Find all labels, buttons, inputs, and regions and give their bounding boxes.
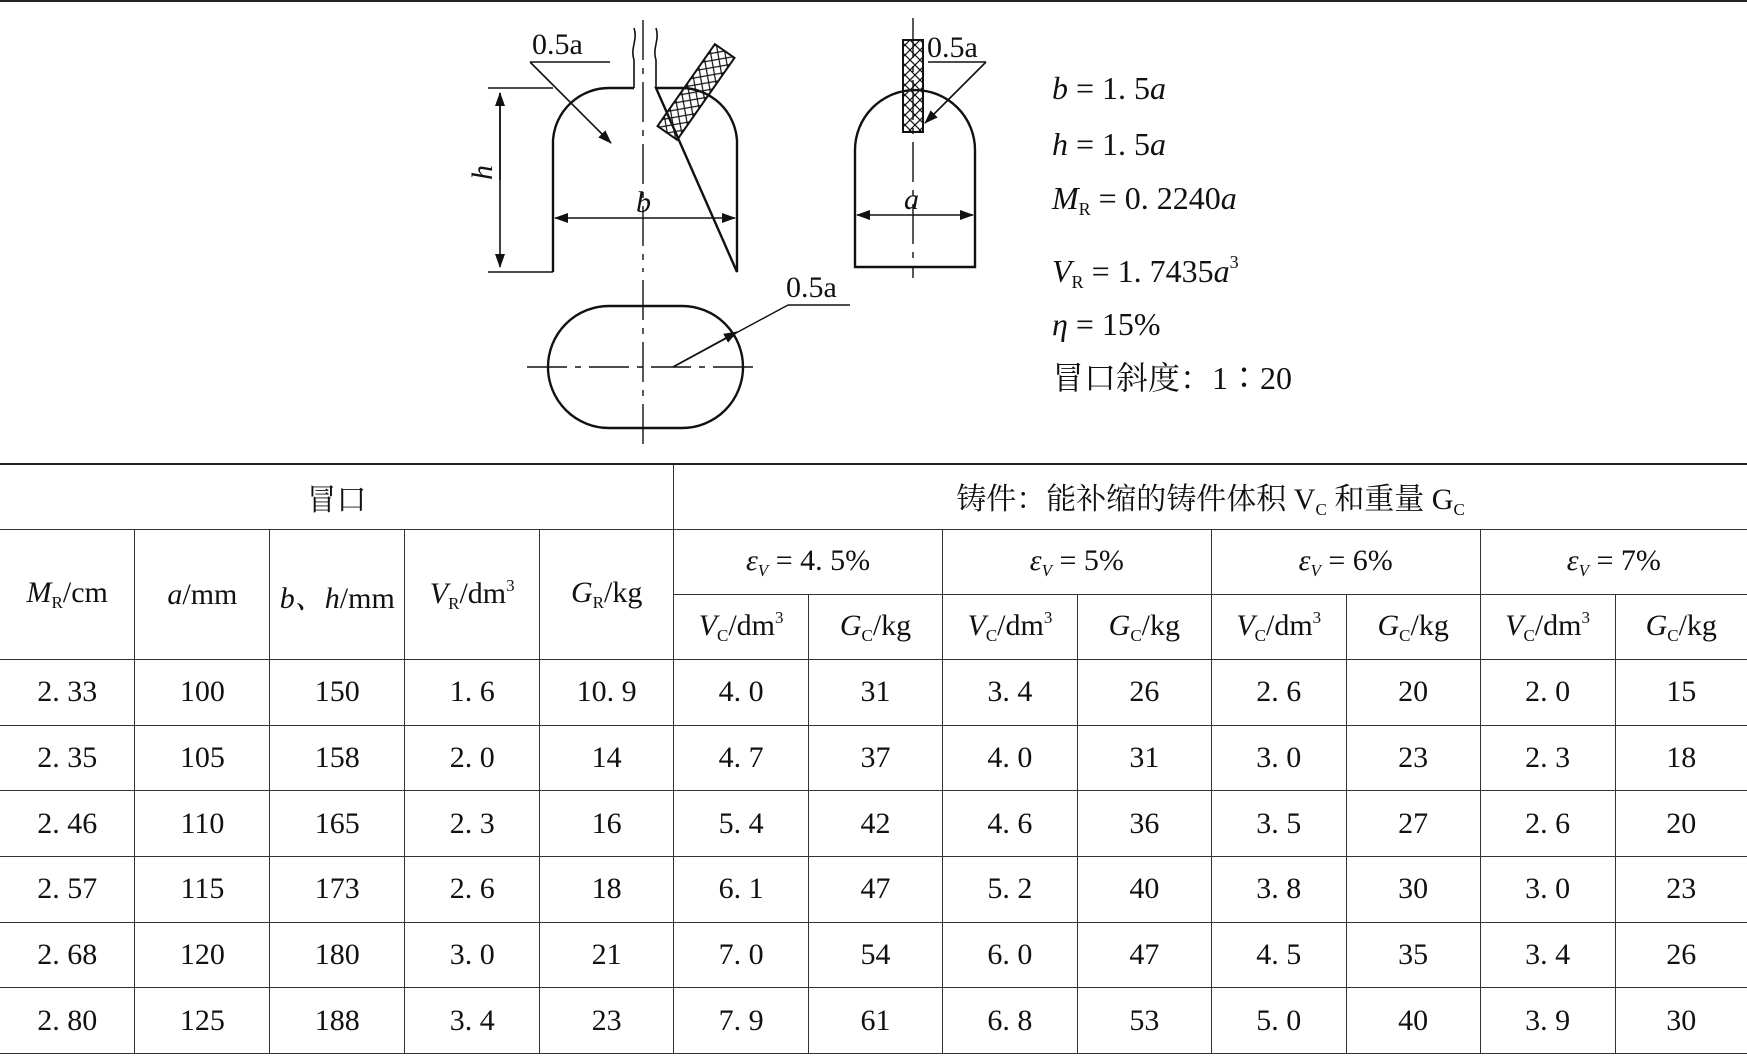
col-mr: $M_R/cm$ — [0, 530, 135, 660]
table-cell: 40 — [1077, 857, 1211, 923]
riser-table — [0, 463, 1747, 1063]
eps-group-1: $\varepsilon_V = 4$. 5% — [674, 530, 943, 595]
table-cell: 3. 4 — [1480, 922, 1615, 988]
label-b: b — [636, 186, 651, 219]
table-cell: 18 — [540, 857, 674, 923]
table-cell: 2. 33 — [0, 660, 135, 726]
table-cell: 54 — [809, 922, 943, 988]
table-cell: 4. 5 — [1211, 922, 1346, 988]
table-cell: 2. 6 — [405, 857, 540, 923]
table-cell: 2. 6 — [1211, 660, 1346, 726]
table-cell: 2. 80 — [0, 988, 135, 1054]
table-cell: 47 — [1077, 922, 1211, 988]
table-cell: 173 — [270, 857, 405, 923]
label-h: h — [466, 165, 499, 180]
eps-group-4: $\varepsilon_V = 7\%$ — [1480, 530, 1747, 595]
table-cell: 2. 3 — [405, 791, 540, 857]
table-cell: 120 — [135, 922, 270, 988]
table-cell: 27 — [1346, 791, 1480, 857]
table-cell: 2. 57 — [0, 857, 135, 923]
table-cell: 1. 6 — [405, 660, 540, 726]
table-cell: 40 — [1346, 988, 1480, 1054]
table-cell: 188 — [270, 988, 405, 1054]
table-cell: 35 — [1346, 922, 1480, 988]
table-row — [0, 660, 1747, 726]
col-vr: $V_R/dm^3$ — [405, 530, 540, 660]
table-cell: 4. 6 — [942, 791, 1077, 857]
table-cell: 61 — [809, 988, 943, 1054]
table-cell: 3. 5 — [1211, 791, 1346, 857]
table-row — [0, 857, 1747, 923]
col-vc: $V_C/dm^3$ — [1480, 595, 1615, 660]
table-cell: 30 — [1346, 857, 1480, 923]
table-cell: 4. 0 — [942, 725, 1077, 791]
table-cell: 100 — [135, 660, 270, 726]
eps-group-3: $\varepsilon_V = 6\%$ — [1211, 530, 1480, 595]
table-cell: 2. 3 — [1480, 725, 1615, 791]
table-cell: 6. 0 — [942, 922, 1077, 988]
table-cell: 23 — [1346, 725, 1480, 791]
table-cell: 2. 46 — [0, 791, 135, 857]
table-cell: 2. 0 — [1480, 660, 1615, 726]
table-cell: 3. 9 — [1480, 988, 1615, 1054]
header-riser: 冒口 — [0, 464, 674, 530]
table-cell: 37 — [809, 725, 943, 791]
sprue-break-left — [633, 28, 635, 88]
front-neck — [657, 44, 734, 140]
col-gc: $G_C/kg$ — [1346, 595, 1480, 660]
col-a: a/mm — [135, 530, 270, 660]
table-cell: 5. 0 — [1211, 988, 1346, 1054]
table-cell: 20 — [1615, 791, 1747, 857]
col-gc: $G_C/kg$ — [1077, 595, 1211, 660]
table-row — [0, 791, 1747, 857]
label-half-a-plan: 0.5a — [786, 271, 837, 304]
table-cell: 26 — [1615, 922, 1747, 988]
table-row — [0, 725, 1747, 791]
col-bh: b、h/mm — [270, 530, 405, 660]
table-cell: 21 — [540, 922, 674, 988]
formula-mr: $M_R = 0$. 2240a — [1052, 180, 1237, 219]
table-cell: 31 — [1077, 725, 1211, 791]
table-cell: 23 — [540, 988, 674, 1054]
riser-slope: 冒口斜度：1∶20 — [1052, 360, 1293, 396]
label-half-a-front: 0.5a — [532, 28, 583, 61]
table-cell: 20 — [1346, 660, 1480, 726]
eps-group-2: $\varepsilon_V = 5\%$ — [942, 530, 1211, 595]
table-cell: 110 — [135, 791, 270, 857]
col-gc: $G_C/kg$ — [809, 595, 943, 660]
table-row — [0, 988, 1747, 1054]
table-cell: 31 — [809, 660, 943, 726]
table-cell: 165 — [270, 791, 405, 857]
label-a: a — [904, 183, 919, 216]
table-cell: 125 — [135, 988, 270, 1054]
col-vc: $V_C/dm^3$ — [1211, 595, 1346, 660]
table-cell: 5. 4 — [674, 791, 809, 857]
sprue-break-right — [655, 28, 657, 88]
table-cell: 36 — [1077, 791, 1211, 857]
table-cell: 2. 0 — [405, 725, 540, 791]
label-half-a-side: 0.5a — [927, 31, 978, 64]
header-casting: 铸件：能补缩的铸件体积 $V_C$ 和重量 $G_C$ — [674, 464, 1747, 530]
table-cell: 47 — [809, 857, 943, 923]
table-cell: 42 — [809, 791, 943, 857]
table-cell: 3. 0 — [1211, 725, 1346, 791]
table-cell: 7. 0 — [674, 922, 809, 988]
table-cell: 4. 7 — [674, 725, 809, 791]
col-vc: $V_C/dm^3$ — [674, 595, 809, 660]
table-cell: 3. 4 — [942, 660, 1077, 726]
formula-vr: $V_R = 1$. $7435a^3$ — [1052, 252, 1239, 292]
table-cell: 3. 4 — [405, 988, 540, 1054]
table-cell: 16 — [540, 791, 674, 857]
table-cell: 158 — [270, 725, 405, 791]
table-cell: 6. 8 — [942, 988, 1077, 1054]
formula-eta: η = 15% — [1052, 306, 1161, 342]
table-cell: 2. 68 — [0, 922, 135, 988]
table-cell: 10. 9 — [540, 660, 674, 726]
front-view-outline — [553, 88, 737, 272]
table-cell: 30 — [1615, 988, 1747, 1054]
table-cell: 3. 0 — [405, 922, 540, 988]
table-cell: 2. 6 — [1480, 791, 1615, 857]
table-cell: 2. 35 — [0, 725, 135, 791]
table-cell: 53 — [1077, 988, 1211, 1054]
table-cell: 115 — [135, 857, 270, 923]
table-cell: 7. 9 — [674, 988, 809, 1054]
formula-h: h = 1. 5a — [1052, 126, 1167, 162]
table-row — [0, 922, 1747, 988]
table-cell: 180 — [270, 922, 405, 988]
table-cell: 18 — [1615, 725, 1747, 791]
table-cell: 6. 1 — [674, 857, 809, 923]
table-cell: 23 — [1615, 857, 1747, 923]
table-cell: 15 — [1615, 660, 1747, 726]
table-cell: 26 — [1077, 660, 1211, 726]
table-cell: 105 — [135, 725, 270, 791]
table-cell: 150 — [270, 660, 405, 726]
col-gr: $G_R/kg$ — [540, 530, 674, 660]
front-radius-leader — [530, 62, 611, 143]
table-cell: 3. 0 — [1480, 857, 1615, 923]
col-vc: $V_C/dm^3$ — [942, 595, 1077, 660]
col-gc: $G_C/kg$ — [1615, 595, 1747, 660]
table-cell: 4. 0 — [674, 660, 809, 726]
riser-diagram — [0, 0, 1747, 463]
table-cell: 3. 8 — [1211, 857, 1346, 923]
formula-b: b = 1. 5a — [1052, 70, 1167, 106]
table-cell: 5. 2 — [942, 857, 1077, 923]
table-cell: 14 — [540, 725, 674, 791]
